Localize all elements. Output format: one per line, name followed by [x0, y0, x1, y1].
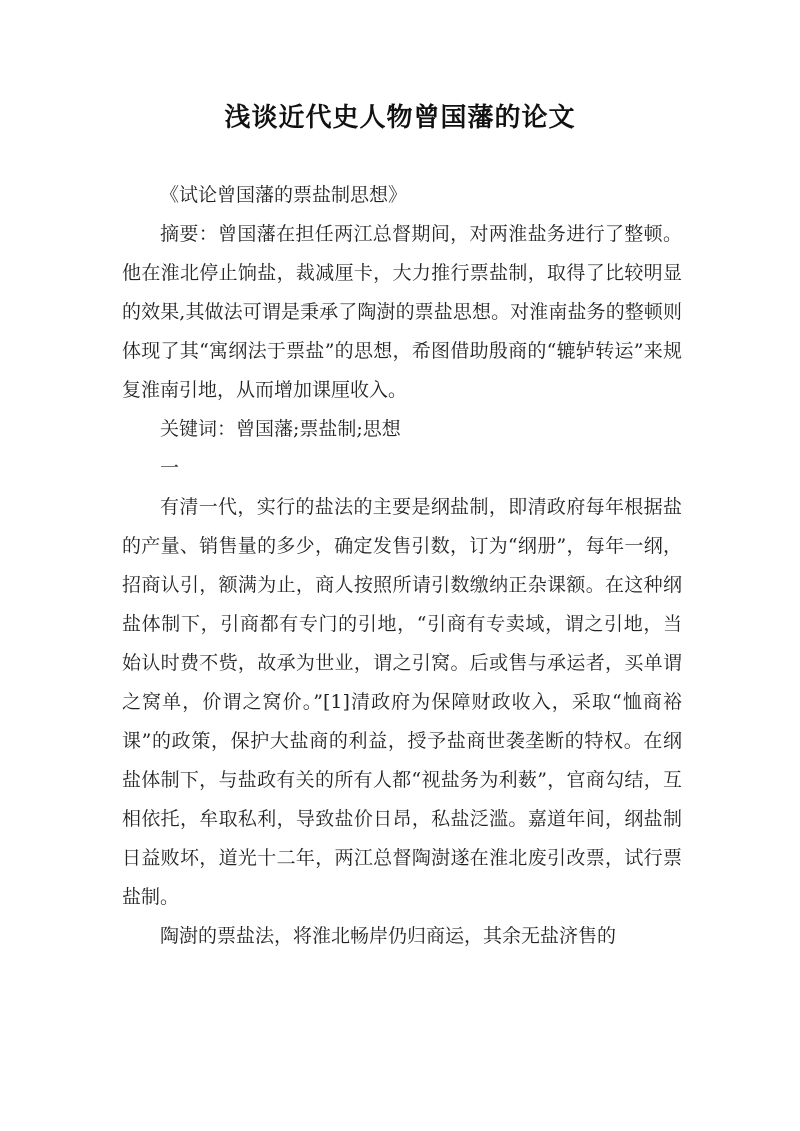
paragraph-abstract: 摘要：曾国藩在担任两江总督期间，对两淮盐务进行了整顿。他在淮北停止饷盐，裁减厘卡，大力推行票盐制，取得了比较明显的效果,其做法可谓是秉承了陶澍的票盐思想。对淮南盐务的整顿则体现了其“寓纲法于票盐”的思想，希图借助殷商的“辘轳转运”来规复淮南引地，从而增加课厘收入。 — [122, 223, 682, 401]
paragraph-keywords: 关键词：曾国藩;票盐制;思想 — [160, 418, 401, 440]
document-title: 浅谈近代史人物曾国藩的论文 — [224, 103, 576, 133]
paragraph-body-continued: 陶澍的票盐法，将淮北畅岸仍归商运，其余无盐济售的 — [160, 925, 617, 947]
paragraph-body: 有清一代，实行的盐法的主要是纲盐制，即清政府每年根据盐的产量、销售量的多少，确定发售引数，订为“纲册”，每年一纲，招商认引，额满为止，商人按照所请引数缴纳正杂课额。在这种纲盐体制下，引商都有专门的引地，“引商有专卖域，谓之引地，当始认时费不赀，故承为世业，谓之引窝。后或售与承运者，买单谓之窝单，价谓之窝价。”[1]清政府为保障财政收入，采取“恤商裕课”的政策，保护大盐商的利益，授予盐商世袭垄断的特权。在纲盐体制下，与盐政有关的所有人都“视盐务为利薮”，官商勾结，互相依托，牟取私利，导致盐价日昂，私盐泛滥。嘉道年间，纲盐制日益败坏，道光十二年，两江总督陶澍遂在淮北废引改票，试行票盐制。 — [122, 496, 682, 908]
document-body — [122, 176, 682, 956]
section-heading: 一 — [160, 457, 180, 479]
paragraph-source-title: 《试论曾国藩的票盐制思想》 — [160, 184, 408, 206]
